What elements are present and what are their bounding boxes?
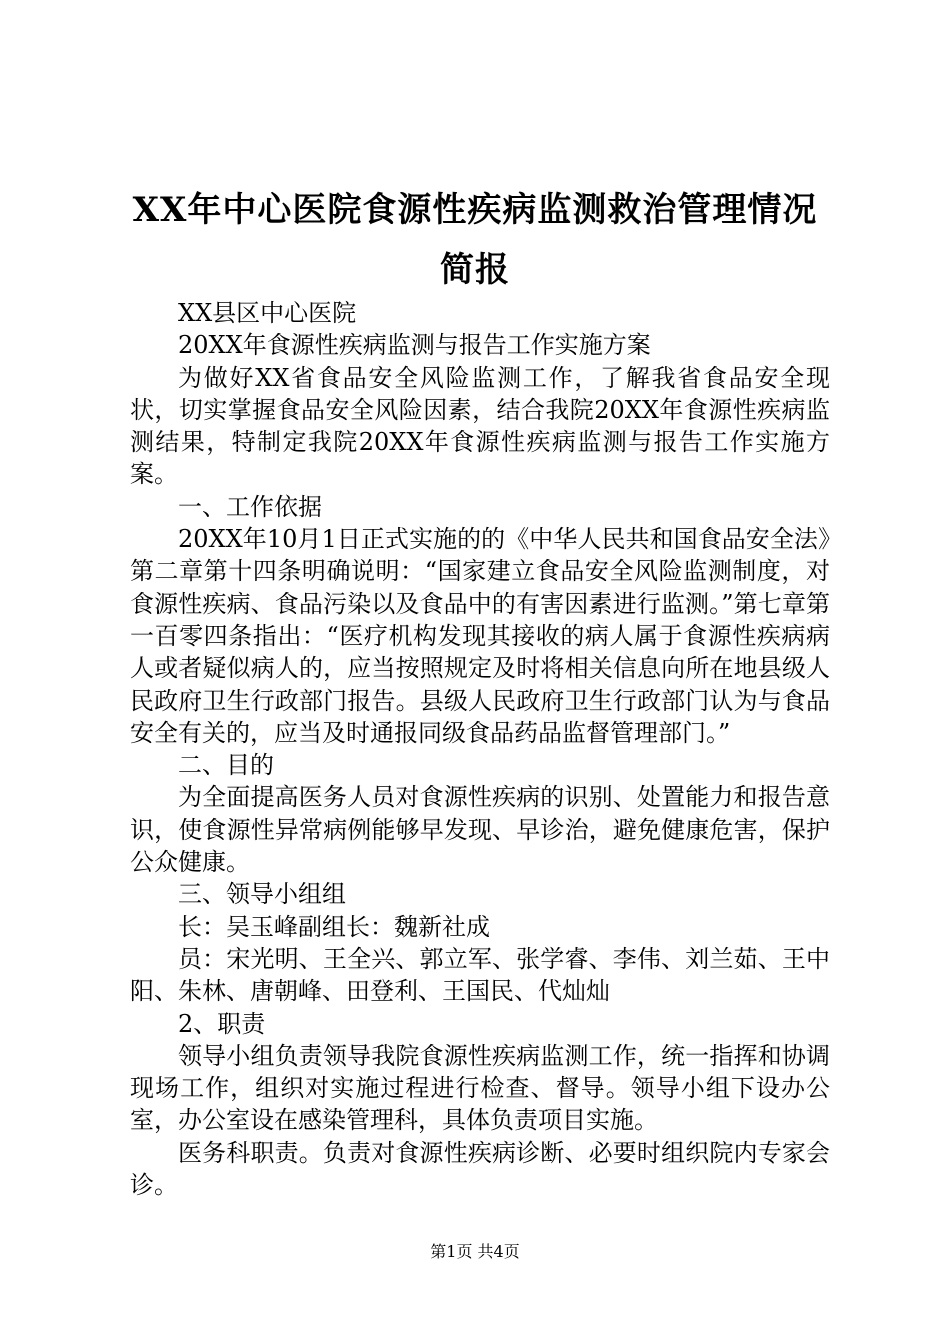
paragraph-group-duties: 领导小组负责领导我院食源性疾病监测工作，统一指挥和协调现场工作，组织对实施过程进行检查、督导。领导小组下设办公室，办公室设在感染管理科，具体负责项目实施。: [130, 1041, 830, 1135]
document-body: [130, 297, 830, 1201]
section-heading-duties: 2、职责: [178, 1009, 266, 1038]
document-title-line-1: XX年中心医院食源性疾病监测救治管理情况: [132, 190, 818, 230]
paragraph-basis: 20XX年10月1日正式实施的的《中华人民共和国食品安全法》第二章第十四条明确说明：“国家建立食品安全风险监测制度，对食源性疾病、食品污染以及食品中的有害因素进行监测。”第七章第一百零四条指出：“医疗机构发现其接收的病人属于食源性疾病病人或者疑似病人的，应当按照规定及时将相关信息向所在地县级人民政府卫生行政部门报告。县级人民政府卫生行政部门认为与食品安全有关的，应当及时通报同级食品药品监督管理部门。”: [130, 525, 830, 747]
paragraph-leaders: 长：吴玉峰副组长：魏新社成: [178, 912, 490, 941]
paragraph-hospital-name: XX县区中心医院: [178, 299, 357, 327]
paragraph-plan-title: 20XX年食源性疾病监测与报告工作实施方案: [178, 331, 651, 360]
page-footer: 第1页 共4页: [430, 1242, 520, 1261]
paragraph-intro: 为做好XX省食品安全风险监测工作，了解我省食品安全现状，切实掌握食品安全风险因素，结合我院20XX年食源性疾病监测结果，特制定我院20XX年食源性疾病监测与报告工作实施方案。: [130, 363, 830, 489]
section-heading-basis: 一、工作依据: [178, 492, 322, 521]
paragraph-members: 员：宋光明、王全兴、郭立军、张学睿、李伟、刘兰茹、王中阳、朱林、唐朝峰、田登利、王国民、代灿灿: [130, 944, 830, 1006]
document-title-line-2: 简报: [440, 250, 510, 290]
paragraph-medical-dept-duties: 医务科职责。负责对食源性疾病诊断、必要时组织院内专家会诊。: [130, 1138, 830, 1200]
section-heading-purpose: 二、目的: [178, 751, 274, 780]
paragraph-purpose: 为全面提高医务人员对食源性疾病的识别、处置能力和报告意识，使食源性异常病例能够早发现、早诊治，避免健康危害，保护公众健康。: [130, 783, 830, 877]
section-heading-leadership: 三、领导小组组: [178, 880, 346, 909]
